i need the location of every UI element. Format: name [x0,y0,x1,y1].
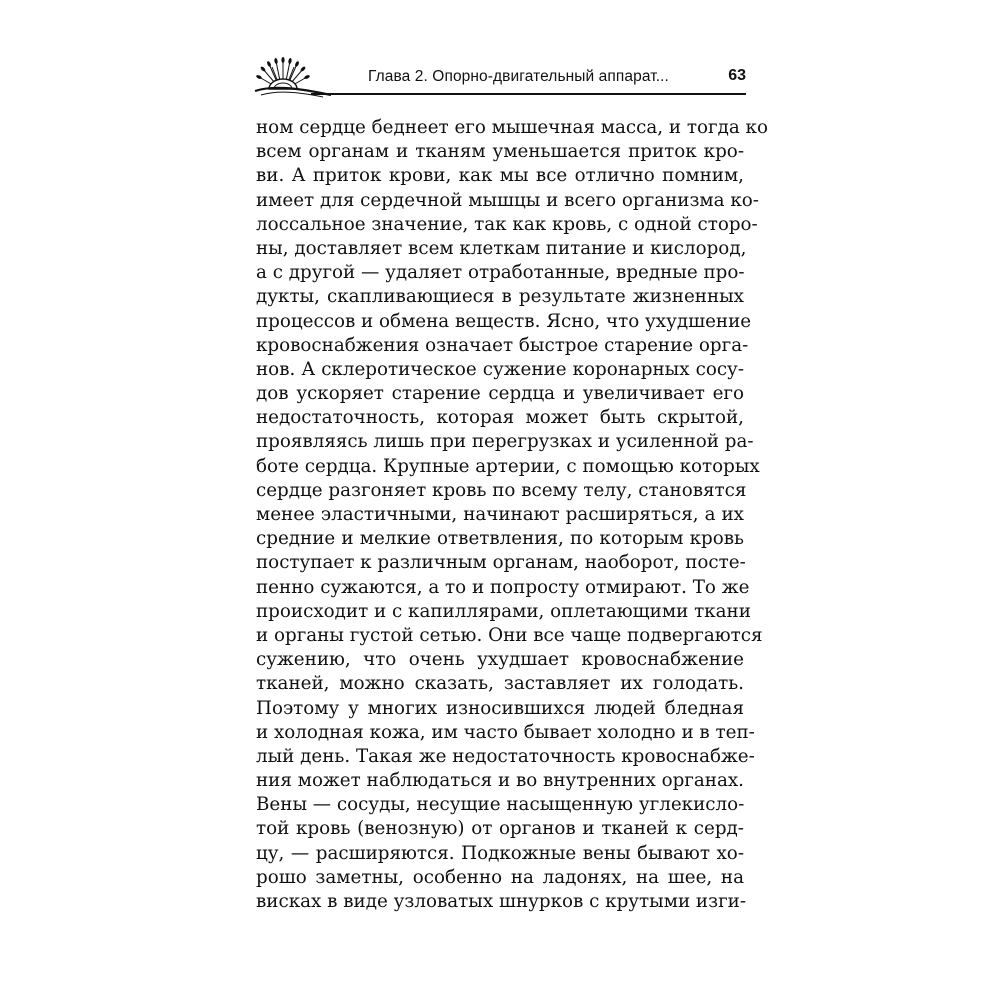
text-line: кровоснабжения означает быстрое старение орга- [256,334,749,356]
text-line: боте сердца. Крупные артерии, с помощью которых [256,455,760,477]
text-line: сердце разгоняет кровь по всему телу, становятся [256,479,747,501]
text-line: ви. А приток крови, как мы все отлично помним, [256,165,744,187]
text-line: сужению, что очень ухудшает кровоснабжение [256,649,744,671]
text-line: ном сердце беднеет его мышечная масса, и тогда ко [256,117,768,138]
text-line: всем органам и тканям уменьшается приток кро- [256,141,744,163]
text-line: а с другой — удаляет отработанные, вредные про- [256,262,745,284]
text-line: и холодная кожа, им часто бывает холодно и в теп- [256,721,755,743]
text-line: происходит и с капиллярами, оплетающими ткани [256,600,751,622]
text-line: Вены — сосуды, несущие насыщенную углекисло- [256,794,745,816]
header-rule [311,93,746,95]
text-line: той кровь (венозную) от органов и тканей к серд- [256,818,744,840]
text-line: имеет для сердечной мышцы и всего организма ко- [256,189,759,211]
text-line: цу, — расширяются. Подкожные вены бывают хо- [256,842,744,864]
running-header [253,55,746,105]
text-line: дукты, скапливающиеся в результате жизненных [256,286,744,308]
text-line: нов. А склеротическое сужение коронарных сосу- [256,358,744,380]
text-line: рошо заметны, особенно на ладонях, на шее, на [256,866,744,888]
chapter-title: Глава 2. Опорно-двигательный аппарат... [368,68,669,85]
text-line: лоссальное значение, так как кровь, с одной сторо- [256,213,758,235]
text-line: Поэтому у многих износившихся людей бледная [256,697,744,719]
text-line: тканей, можно сказать, заставляет их голодать. [256,673,744,695]
text-line: процессов и обмена веществ. Ясно, что ухудшение [256,310,752,332]
text-line: пенно сужаются, а то и попросту отмирают. То же [256,576,750,598]
text-line: дов ускоряет старение сердца и увеличивает его [256,383,744,405]
page-number: 63 [728,67,746,84]
body-text [256,116,768,914]
text-line: поступает к различным органам, наоборот, посте- [256,552,746,574]
text-line: и органы густой сетью. Они все чаще подвергаются [256,624,763,646]
text-line: менее эластичными, начинают расширяться, а их [256,504,744,525]
text-line: проявляясь лишь при перегрузках и усиленной ра- [256,431,754,453]
text-line: недостаточность, которая может быть скрытой, [256,407,744,429]
text-line: лый день. Такая же недостаточность кровоснабже- [256,745,755,767]
text-line: висках в виде узловатых шнурков с крутыми изги- [256,891,747,912]
text-line: ния может наблюдаться и во внутренних органах. [256,770,744,792]
sun-flower-ornament-icon [253,55,333,105]
text-line: ны, доставляет всем клеткам питание и кислород, [256,237,747,259]
text-line: средние и мелкие ответвления, по которым кровь [256,528,744,550]
